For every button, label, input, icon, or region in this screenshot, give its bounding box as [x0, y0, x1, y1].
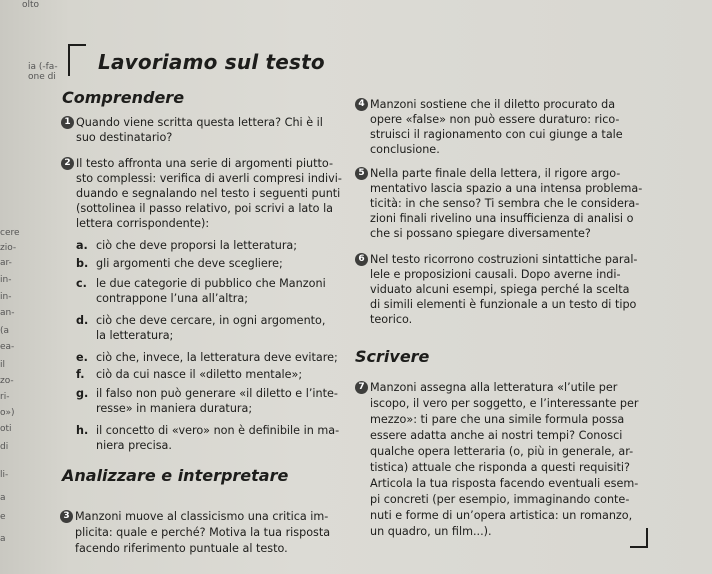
question-6-line: teorico. — [370, 313, 413, 326]
question-5-line: Nella parte finale della lettera, il rigore argo- — [370, 167, 621, 180]
question-7-line: iscopo, il vero per soggetto, e l’interessante per — [370, 397, 639, 410]
margin-fragment: li- — [0, 470, 9, 480]
question-5-line: ticità: in che senso? Ti sembra che le considera- — [370, 197, 640, 210]
question-5-line: che si possano spiegare diversamente? — [370, 227, 591, 240]
question-1-number: 1 — [61, 116, 74, 129]
question-7-line: qualche opera letteraria (o, più in generale, ar- — [370, 445, 634, 458]
margin-fragment: ia (-fa- — [28, 62, 58, 72]
question-2-number: 2 — [61, 157, 74, 170]
margin-fragment: zio- — [0, 243, 17, 253]
margin-fragment: in- — [0, 275, 12, 285]
question-7-line: Articola la tua risposta facendo eventuali esem- — [370, 477, 639, 490]
question-5-line: mentativo lascia spazio a una intensa problema- — [370, 182, 643, 195]
item-text: ciò che deve cercare, in ogni argomento, — [96, 314, 326, 327]
item-text: il falso non può generare «il diletto e l’inte- — [96, 387, 338, 400]
question-2-line: sto complessi: verifica di averli compresi indivi- — [76, 172, 342, 185]
item-text: ciò da cui nasce il «diletto mentale»; — [96, 368, 303, 381]
item-text: il concetto di «vero» non è definibile in ma- — [96, 424, 340, 437]
question-5-line: zioni finali rivelino una insufficienza di analisi o — [370, 212, 634, 225]
scrivere-heading: Scrivere — [355, 347, 430, 366]
margin-fragment: oti — [0, 424, 12, 434]
section-title: Lavoriamo sul testo — [98, 50, 325, 74]
item-letter: b. — [76, 257, 89, 270]
item-text: gli argomenti che deve scegliere; — [96, 257, 283, 270]
question-4-line: opere «false» non può essere duraturo: rico- — [370, 113, 620, 126]
question-3-line: Manzoni muove al classicismo una critica im- — [75, 510, 329, 523]
question-4-line: Manzoni sostiene che il diletto procurato da — [370, 98, 616, 111]
analizzare-heading: Analizzare e interpretare — [62, 466, 289, 485]
question-2-line: lettera corrispondente): — [76, 217, 210, 230]
comprendere-heading: Comprendere — [62, 88, 185, 107]
margin-fragment: ri- — [0, 392, 10, 402]
item-text: niera precisa. — [96, 439, 172, 452]
margin-fragment: an- — [0, 308, 15, 318]
item-text: ciò che deve proporsi la letteratura; — [96, 239, 298, 252]
question-6-line: lele e proposizioni causali. Dopo averne indi- — [370, 268, 621, 281]
page-edge-fragment: olto — [22, 0, 40, 10]
item-text: la letteratura; — [96, 329, 174, 342]
item-letter: h. — [76, 424, 89, 437]
question-7-line: essere adatta anche ai nostri tempi? Conosci — [370, 429, 623, 442]
question-6-line: viduato alcuni esempi, spiega perché la scelta — [370, 283, 630, 296]
question-7-line: un quadro, un film...). — [370, 525, 492, 538]
question-1-line: suo destinatario? — [76, 131, 173, 144]
margin-fragment: zo- — [0, 376, 14, 386]
question-2-line: Il testo affronta una serie di argomenti piutto- — [76, 157, 334, 170]
margin-fragment: (a — [0, 326, 10, 336]
margin-fragment: a — [0, 534, 6, 544]
question-7-line: Manzoni assegna alla letteratura «l’utile per — [370, 381, 618, 394]
question-3-line: plicita: quale e perché? Motiva la tua risposta — [75, 526, 331, 539]
question-7-number: 7 — [355, 381, 368, 394]
margin-fragment: il — [0, 360, 6, 370]
question-7-line: nuti e forme di un’opera artistica: un romanzo, — [370, 509, 633, 522]
question-6-number: 6 — [355, 253, 368, 266]
item-letter: c. — [76, 277, 87, 290]
margin-fragment: one di — [28, 72, 56, 82]
question-6-line: Nel testo ricorrono costruzioni sintattiche paral- — [370, 253, 638, 266]
closing-corner-mark — [630, 528, 648, 548]
question-2-line: duando e segnalando nel testo i seguenti punti — [76, 187, 341, 200]
margin-fragment: di — [0, 442, 9, 452]
question-5-number: 5 — [355, 167, 368, 180]
margin-fragment: ea- — [0, 342, 15, 352]
item-letter: e. — [76, 351, 88, 364]
question-2-line: (sottolinea il passo relativo, poi scrivi a lato la — [76, 202, 334, 215]
item-text: contrappone l’una all’altra; — [96, 292, 248, 305]
question-3-number: 3 — [60, 510, 73, 523]
item-text: le due categorie di pubblico che Manzoni — [96, 277, 326, 290]
question-4-line: conclusione. — [370, 143, 440, 156]
margin-fragment: e — [0, 512, 6, 522]
question-3-line: facendo riferimento puntuale al testo. — [75, 542, 288, 555]
margin-fragment: a — [0, 493, 6, 503]
item-letter: a. — [76, 239, 88, 252]
item-letter: d. — [76, 314, 89, 327]
title-corner-mark — [68, 44, 86, 76]
question-4-number: 4 — [355, 98, 368, 111]
item-letter: g. — [76, 387, 89, 400]
question-6-line: di simili elementi è funzionale a un testo di tipo — [370, 298, 637, 311]
margin-fragment: cere — [0, 228, 20, 238]
question-7-line: mezzo»: ti pare che una simile formula possa — [370, 413, 625, 426]
margin-fragment: in- — [0, 292, 12, 302]
question-1-line: Quando viene scritta questa lettera? Chi è il — [76, 116, 323, 129]
question-7-line: pi concreti (per esempio, immaginando conte- — [370, 493, 630, 506]
item-text: ciò che, invece, la letteratura deve evitare; — [96, 351, 338, 364]
question-4-line: struisci il ragionamento con cui giunge a tale — [370, 128, 623, 141]
margin-fragment: o») — [0, 408, 15, 418]
item-letter: f. — [76, 368, 85, 381]
item-text: resse» in maniera duratura; — [96, 402, 253, 415]
question-7-line: tistica) attuale che risponda a questi requisiti? — [370, 461, 630, 474]
margin-fragment: ar- — [0, 258, 12, 268]
